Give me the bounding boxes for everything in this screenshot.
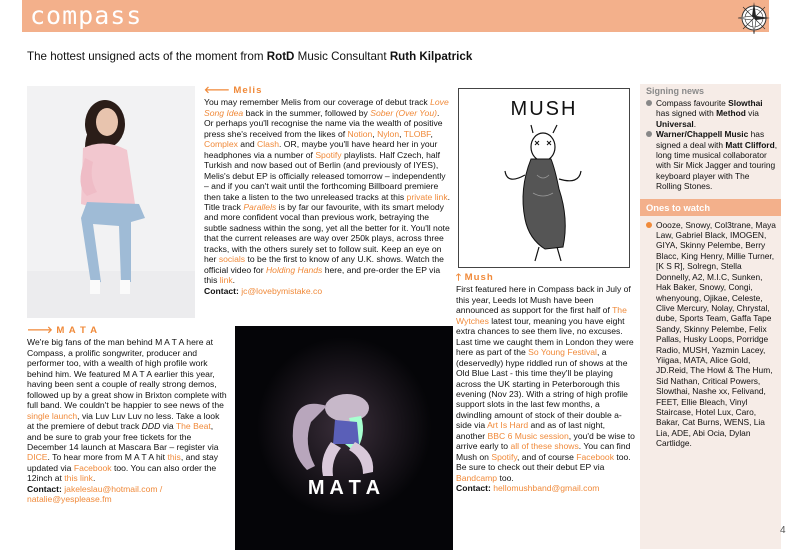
mata-image-text: M A T A (307, 477, 381, 499)
ones-to-watch-list (640, 220, 781, 449)
link-this[interactable]: this (167, 452, 181, 463)
link-so-young[interactable]: So Young Festival (528, 347, 597, 358)
link-parallels[interactable]: Parallels (243, 201, 277, 212)
link-single-launch[interactable]: single launch (27, 410, 78, 421)
mata-photo (235, 326, 453, 550)
melis-article (204, 86, 451, 296)
link-sober[interactable]: Sober (Over You) (370, 107, 437, 118)
link-mush-spotify[interactable]: Spotify (491, 451, 517, 462)
link-socials[interactable]: socials (218, 254, 246, 265)
link-mush-facebook[interactable]: Facebook (576, 451, 614, 462)
list-item: Warner/Chappell Music has signed a deal with Matt Clifford, long time musical collaborator with Sir Mick Jagger and touring keyboard player with The Rolling Stones. (646, 129, 777, 191)
arrow-up-icon: 🡑 (456, 272, 461, 283)
link-dice[interactable]: DICE (27, 452, 48, 463)
link-complex[interactable]: Complex (204, 139, 238, 150)
link-the-beat[interactable]: The Beat (175, 421, 211, 432)
link-notion[interactable]: Notion (347, 128, 373, 139)
melis-photo (27, 86, 195, 318)
signing-news-list (640, 98, 781, 192)
melis-email-link[interactable]: jc@lovebymistake.co (241, 285, 323, 296)
mush-heading: 🡑 Mush (456, 272, 494, 283)
link-spotify[interactable]: Spotify (315, 149, 342, 160)
mush-image-text: MUSH (510, 98, 578, 120)
link-private[interactable]: private link (406, 191, 448, 202)
link-art-is-hard[interactable]: Art Is Hard (487, 420, 529, 431)
section-title: compass (30, 1, 143, 30)
arrow-left-icon: 🡐 (204, 85, 230, 96)
page-number: 4 (780, 525, 786, 536)
mata-heading: 🡒 M A T A (27, 325, 99, 336)
link-this-link[interactable]: this link (64, 473, 93, 484)
arrow-right-icon: 🡒 (27, 325, 53, 336)
mush-artwork (458, 88, 630, 268)
ones-to-watch-title: Ones to watch (640, 199, 781, 216)
link-tlobf[interactable]: TLOBF (403, 128, 431, 139)
compass-rose-icon (736, 0, 772, 36)
mush-body: First featured here in Compass back in July of this year, Leeds lot Mush have been announced as support for the first half of The Wytches latest tour, meaning you have eight extra chances to see them live, no excuses. Last time we caught them in London they were here as part of the So Young Festival, a (deservedly) hype riddled run of shows at the Old Blue Last - this time they'll be playing across the UK starting in Peterborough this evening (Nov 23). With a string of high profile support slots in the last few months, a dwindling amount of stock of their double a-side via Art Is Hard and as of last night, another BBC 6 Music session, you'd be wise to arrive early to all of these shows. You can find Mush on Spotify, and of course Facebook too. Be sure to check out their debut EP via Bandcamp too. (456, 284, 635, 483)
list-item: Compass favourite Slowthai has signed with Method via Universal. (646, 98, 777, 129)
bullet-icon (646, 222, 652, 228)
mata-email-link-2[interactable]: natalie@yesplease.fm (27, 494, 112, 505)
mush-article (456, 273, 636, 494)
melis-heading: 🡐 Melis (204, 85, 263, 96)
bullet-icon (646, 100, 652, 106)
link-facebook[interactable]: Facebook (73, 462, 112, 473)
link-love-song-idea[interactable]: Love Song Idea (204, 97, 449, 118)
bullet-icon (646, 131, 652, 137)
link-nylon[interactable]: Nylon (377, 128, 400, 139)
melis-contact: Contact: jc@lovebymistake.co (204, 285, 323, 296)
link-preorder[interactable]: link (219, 275, 233, 286)
mush-email-link[interactable]: hellomushband@gmail.com (493, 483, 600, 494)
link-bandcamp[interactable]: Bandcamp (456, 472, 498, 483)
link-shows[interactable]: all of these shows (510, 441, 579, 452)
mata-body: We're big fans of the man behind M A T A here at Compass, a prolific songwriter, producer and performer too, with a wealth of high profile work behind him. We featured M A T A earlier this year, having been sent a couple of really strong demos, followed up by a great show in Brixton complete with full band. We couldn't be happier to see news of the single launch, via Luv Luv Luv no less. Take a look at the premiere of debut track DDD via The Beat, and be sure to grab your free tickets for the December 14 launch at Mascara Bar – register via DICE. To hear more from M A T A hit this, and stay updated via Facebook too. You can also order the 12inch at this link. (27, 337, 227, 484)
sidebar (640, 84, 781, 549)
list-item: Oooze, Snowy, Col3trane, Maya Law, Gabriel Black, IMOGEN, GIYA, Skinny Pelembe, Berry Blacc, King Henry, Millie Turner, [K S R], Solregn, Stella Donnelly, A2, M.I.C, Sunken, Hak Baker, Snowy, Congi, whenyoung, Ojikae, Celeste, Clive Mercury, Nolay, Chrystal, dube, Sports Team, Gaffa Tape Sandy, Skinny Pelembe, Felix Pallas, Husky Loops, Porridge Radio, MUSH, Yazmin Lacey, Yiigaa, MATA, Alice Gold, JD.Reid, The Howl & The Hum, Sid Nathan, Critical Powers, Slowthai, Nashe xx, Felivand, FEET, Ellie Bleach, Vinyl Staircase, Hotel Lux, Caro, Bakar, Cat Burns, WENS, Lia Lia, ADE, Abi Ocia, Dylan Cartlidge. (646, 220, 777, 449)
link-holding-hands[interactable]: Holding Hands (265, 264, 323, 275)
melis-body: You may remember Melis from our coverage of debut track Love Song Idea back in the summer, followed by Sober (Over You). Or perhaps you'll recognise the name via the wealth of positive press she's received from the likes of Notion, Nylon, TLOBF, Complex and Clash. OR, maybe you'll have heard her in your headphones via a number of Spotify playlists. Half Czech, half Turkish and now based out of Berlin (and previously of IYES), Melis's debut EP is officially released tomorrow – independently – and if you can't wait until the forthcoming Billboard premiere then take a listen to the two unreleased tracks at this private link. Title track Parallels is by far our favourite, with its smart melody and more confident vocal than previous work, betraying the subtle sadness within the song, yet all the better for it. You'll note that the current releases are way over 250k plays, across three tracks, with the others surely set to follow suit. Keep an eye on her socials to be the first to know of any U.K. shows. Watch the official video for Holding Hands here, and pre-order the EP via this link. (204, 97, 451, 286)
link-clash[interactable]: Clash (257, 139, 280, 150)
signing-news-title: Signing news (646, 86, 705, 96)
mata-article (27, 326, 227, 505)
link-the-wytches[interactable]: The Wytches (456, 305, 627, 326)
intro-line: The hottest unsigned acts of the moment from RotD Music Consultant Ruth Kilpatrick (27, 50, 473, 63)
link-bbc6[interactable]: BBC 6 Music session (487, 430, 569, 441)
mata-contact: Contact: jakeleslau@hotmail.com / natalie@yesplease.fm (27, 483, 163, 505)
mush-contact: Contact: hellomushband@gmail.com (456, 483, 600, 494)
mata-email-link-1[interactable]: jakeleslau@hotmail.com / (64, 483, 163, 494)
